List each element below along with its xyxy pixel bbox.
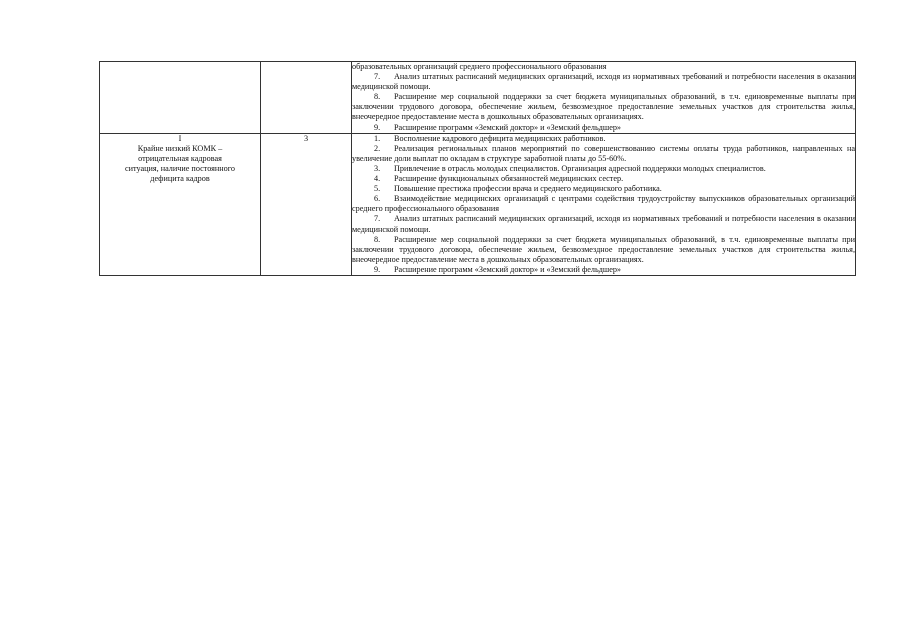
measure-number: 9. [374, 122, 381, 132]
table-body [100, 62, 856, 276]
measures-cell [352, 62, 856, 134]
level-description-line: отрицательная кадровая [138, 153, 222, 163]
score-value: 3 [303, 133, 309, 143]
measure-item [352, 235, 855, 265]
measure-item [352, 123, 855, 133]
measure-item [352, 134, 855, 144]
measure-item [352, 72, 855, 92]
measure-number: 5. [374, 184, 381, 194]
measure-text: Анализ штатных расписаний медицинских организаций, исходя из нормативных требований и потребности населения в оказании медицинской помощи. [352, 214, 855, 234]
measure-item [352, 164, 855, 174]
measure-number: 7. [374, 72, 381, 82]
measure-item [352, 194, 855, 214]
measure-item [352, 174, 855, 184]
score-cell [261, 62, 352, 134]
measure-number: 1. [374, 133, 381, 143]
table-row [100, 133, 856, 275]
measure-text: Расширение мер социальной поддержки за счет бюджета муниципальных образований, в т.ч. единовременные выплаты при заключении трудового договора, обеспечение жильем, безвозмездное предоставление земельных участков для строительства жилья, внеочередное предоставление места в дошкольных образовательных организациях. [352, 92, 855, 122]
measure-text: Расширение мер социальной поддержки за счет бюджета муниципальных образований, в т.ч. единовременные выплаты при заключении трудового договора, обеспечение жильем, безвозмездное предоставление земельных участков для строительства жилья, внеочередное предоставление места в дошкольных образовательных организациях. [352, 234, 855, 264]
level-number: I [178, 133, 182, 143]
level-description-line: Крайне низкий КОМК – [137, 143, 223, 153]
measure-number: 6. [374, 194, 381, 204]
measure-text: Расширение функциональных обязанностей медицинских сестер. [394, 174, 624, 184]
measure-item [352, 144, 855, 164]
level-description [100, 144, 260, 184]
measure-text: образовательных организаций среднего профессионального образования [352, 62, 607, 71]
measure-number: 2. [374, 143, 381, 153]
measure-item [352, 265, 855, 275]
measure-text: Взаимодействие медицинских организаций с центрами содействия трудоустройству выпускников образовательных организаций среднего профессионального образования [352, 194, 855, 214]
measure-text: Повышение престижа профессии врача и среднего медицинского работника. [394, 184, 662, 194]
level-description-line: дефицита кадров [150, 174, 210, 184]
level-cell [100, 62, 261, 134]
measure-number: 3. [374, 163, 381, 173]
measure-number: 8. [374, 92, 381, 102]
measures-table [99, 61, 856, 276]
measure-item [352, 92, 855, 122]
measure-number: 9. [374, 264, 381, 274]
level-description-line: ситуация, наличие постоянного [124, 163, 236, 173]
measure-item [352, 214, 855, 234]
measure-text: Привлечение в отрасль молодых специалистов. Организация адресной поддержки молодых специалистов. [394, 163, 766, 173]
measure-text: Расширение программ «Земский доктор» и «Земский фельдшер» [394, 122, 622, 132]
measure-item [352, 62, 855, 72]
measure-text: Анализ штатных расписаний медицинских организаций, исходя из нормативных требований и потребности населения в оказании медицинской помощи. [352, 72, 855, 92]
measure-text: Восполнение кадрового дефицита медицинских работников. [394, 133, 606, 143]
table-row [100, 62, 856, 134]
measure-text: Расширение программ «Земский доктор» и «Земский фельдшер» [394, 264, 622, 274]
level-cell [100, 133, 261, 275]
measure-number: 7. [374, 214, 381, 224]
measure-number: 8. [374, 234, 381, 244]
measure-text: Реализация региональных планов мероприятий по совершенствованию системы оплаты труда работников, направленных на увеличение доли выплат по окладам в структуре заработной платы до 55-60%. [352, 143, 855, 163]
measure-number: 4. [374, 174, 381, 184]
score-cell [261, 133, 352, 275]
measure-item [352, 184, 855, 194]
measures-cell [352, 133, 856, 275]
